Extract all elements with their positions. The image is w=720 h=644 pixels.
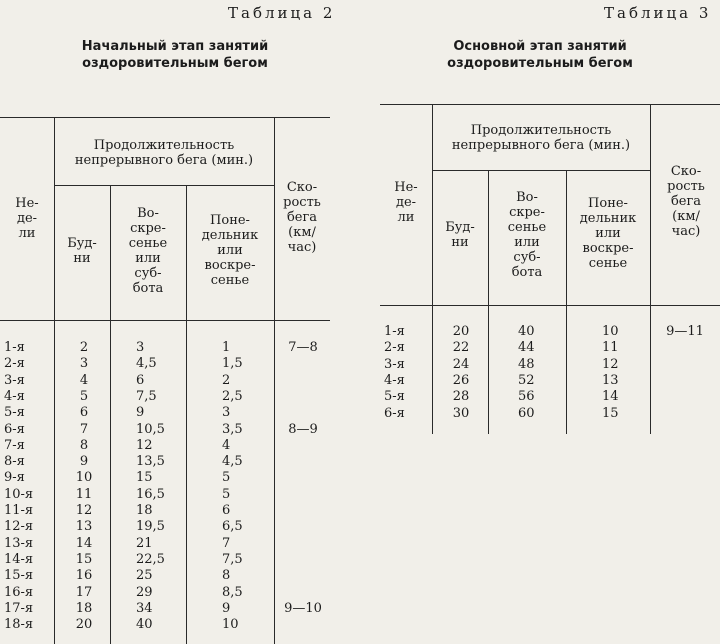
cell-weekend: 22,5 — [136, 551, 165, 567]
cell-weekdays: 3 — [79, 356, 89, 372]
header-weekdays: Буд- ни — [67, 236, 97, 266]
cell-weekdays: 6 — [79, 405, 89, 421]
header-weeks: Не- де- ли — [394, 180, 418, 225]
cell-week: 3-я — [384, 356, 405, 372]
cell-week: 8-я — [4, 454, 25, 470]
header-weekdays: Буд- ни — [445, 220, 475, 250]
cell-monday: 8 — [222, 568, 231, 584]
cell-monday: 11 — [602, 340, 619, 356]
cell-week: 9-я — [4, 470, 25, 486]
cell-weekdays: 2 — [79, 340, 89, 355]
header-sunday-saturday: Во- скре- сенье или суб- бота — [128, 206, 168, 296]
column-divider — [432, 104, 433, 434]
cell-weekdays: 16 — [75, 568, 93, 584]
cell-monday: 15 — [602, 405, 619, 421]
cell-weekend: 40 — [136, 617, 153, 633]
header-monday-sunday: Поне- дельник или воскре- сенье — [201, 213, 259, 288]
cell-monday: 3,5 — [222, 421, 243, 437]
cell-weekend: 19,5 — [136, 519, 165, 535]
cell-weekend: 6 — [136, 372, 145, 388]
header-bottom-rule — [0, 320, 330, 321]
cell-weekdays: 30 — [452, 405, 470, 421]
header-monday-sunday: Поне- дельник или воскре- сенье — [579, 196, 637, 271]
cell-monday: 4,5 — [222, 454, 243, 470]
cell-weekend: 56 — [518, 389, 535, 405]
cell-weekend: 48 — [518, 356, 535, 372]
cell-monday: 6 — [222, 503, 231, 518]
column-divider — [650, 104, 651, 434]
cell-weekdays: 20 — [452, 324, 470, 339]
header-weeks: Не- де- ли — [15, 196, 39, 241]
table-label: Таблица 2 — [228, 4, 336, 22]
cell-speed: 7—8 — [288, 340, 318, 355]
column-divider — [54, 117, 55, 644]
cell-weekend: 21 — [136, 535, 153, 551]
cell-weekend: 44 — [518, 340, 535, 356]
cell-week: 4-я — [384, 372, 405, 388]
cell-weekend: 18 — [136, 503, 153, 518]
cell-weekend: 34 — [136, 600, 153, 616]
cell-monday: 10 — [602, 324, 619, 339]
cell-weekdays: 7 — [79, 421, 89, 437]
cell-monday: 1 — [222, 340, 231, 355]
cell-week: 6-я — [4, 421, 25, 437]
cell-week: 15-я — [4, 568, 34, 584]
cell-weekdays: 17 — [75, 584, 93, 600]
cell-monday: 5 — [222, 470, 231, 486]
cell-speed: 8—9 — [288, 421, 318, 437]
cell-weekend: 10,5 — [136, 421, 165, 437]
cell-weekend: 25 — [136, 568, 153, 584]
cell-weekdays: 4 — [79, 372, 89, 388]
cell-weekend: 52 — [518, 372, 535, 388]
cell-week: 4-я — [4, 388, 25, 404]
cell-monday: 13 — [602, 372, 619, 388]
cell-weekdays: 12 — [75, 503, 93, 518]
duration-underline — [54, 185, 274, 186]
cell-weekdays: 14 — [75, 535, 93, 551]
cell-week: 18-я — [4, 617, 34, 633]
cell-monday: 7,5 — [222, 551, 243, 567]
cell-week: 1-я — [4, 340, 25, 355]
cell-week: 3-я — [4, 372, 25, 388]
duration-underline — [432, 170, 650, 171]
cell-weekend: 12 — [136, 437, 153, 453]
header-sunday-saturday: Во- скре- сенье или суб- бота — [507, 190, 547, 280]
cell-week: 5-я — [4, 405, 25, 421]
cell-weekend: 3 — [136, 340, 145, 355]
cell-week: 13-я — [4, 535, 34, 551]
cell-monday: 8,5 — [222, 584, 243, 600]
table-top-rule — [380, 104, 720, 105]
cell-week: 11-я — [4, 503, 34, 518]
cell-weekdays: 9 — [79, 454, 89, 470]
cell-week: 16-я — [4, 584, 34, 600]
cell-weekend: 29 — [136, 584, 153, 600]
table-title: Основной этап занятий оздоровительным бегом — [447, 39, 633, 71]
cell-weekdays: 28 — [452, 389, 470, 405]
cell-weekdays: 15 — [75, 551, 93, 567]
cell-monday: 2 — [222, 372, 231, 388]
cell-monday: 6,5 — [222, 519, 243, 535]
cell-weekdays: 13 — [75, 519, 93, 535]
cell-weekend: 16,5 — [136, 486, 165, 502]
cell-week: 17-я — [4, 600, 34, 616]
cell-weekdays: 18 — [75, 600, 93, 616]
cell-weekdays: 8 — [79, 437, 89, 453]
cell-week: 2-я — [4, 356, 25, 372]
cell-weekdays: 26 — [452, 372, 470, 388]
cell-monday: 4 — [222, 437, 231, 453]
cell-monday: 14 — [602, 389, 619, 405]
cell-monday: 7 — [222, 535, 231, 551]
cell-monday: 5 — [222, 486, 231, 502]
cell-week: 1-я — [384, 324, 405, 339]
cell-weekdays: 11 — [75, 486, 93, 502]
cell-weekend: 15 — [136, 470, 153, 486]
cell-weekend: 40 — [518, 324, 535, 339]
cell-week: 5-я — [384, 389, 405, 405]
cell-weekend: 7,5 — [136, 388, 157, 404]
table-title: Начальный этап занятий оздоровительным бегом — [81, 39, 269, 71]
header-duration: Продолжительность непрерывного бега (мин.) — [74, 138, 254, 168]
cell-week: 14-я — [4, 551, 34, 567]
cell-weekend: 60 — [518, 405, 535, 421]
cell-weekend: 13,5 — [136, 454, 165, 470]
cell-monday: 12 — [602, 356, 619, 372]
header-duration: Продолжительность непрерывного бега (мин.) — [451, 123, 631, 153]
table-label: Таблица 3 — [604, 4, 712, 22]
cell-week: 2-я — [384, 340, 405, 356]
table-top-rule — [0, 117, 330, 118]
cell-week: 7-я — [4, 437, 25, 453]
cell-monday: 3 — [222, 405, 231, 421]
cell-week: 12-я — [4, 519, 34, 535]
header-speed: Ско- рость бега (км/ час) — [667, 164, 705, 239]
cell-weekdays: 24 — [452, 356, 470, 372]
cell-weekdays: 22 — [452, 340, 470, 356]
header-speed: Ско- рость бега (км/ час) — [283, 180, 321, 255]
cell-monday: 2,5 — [222, 388, 243, 404]
cell-weekdays: 5 — [79, 388, 89, 404]
cell-weekdays: 20 — [75, 617, 93, 633]
header-bottom-rule — [380, 305, 720, 306]
cell-monday: 1,5 — [222, 356, 243, 372]
cell-week: 10-я — [4, 486, 34, 502]
cell-monday: 10 — [222, 617, 239, 633]
cell-weekend: 4,5 — [136, 356, 157, 372]
cell-monday: 9 — [222, 600, 231, 616]
cell-weekdays: 10 — [75, 470, 93, 486]
cell-speed: 9—10 — [284, 600, 322, 616]
cell-weekend: 9 — [136, 405, 145, 421]
cell-speed: 9—11 — [666, 324, 704, 339]
cell-week: 6-я — [384, 405, 405, 421]
